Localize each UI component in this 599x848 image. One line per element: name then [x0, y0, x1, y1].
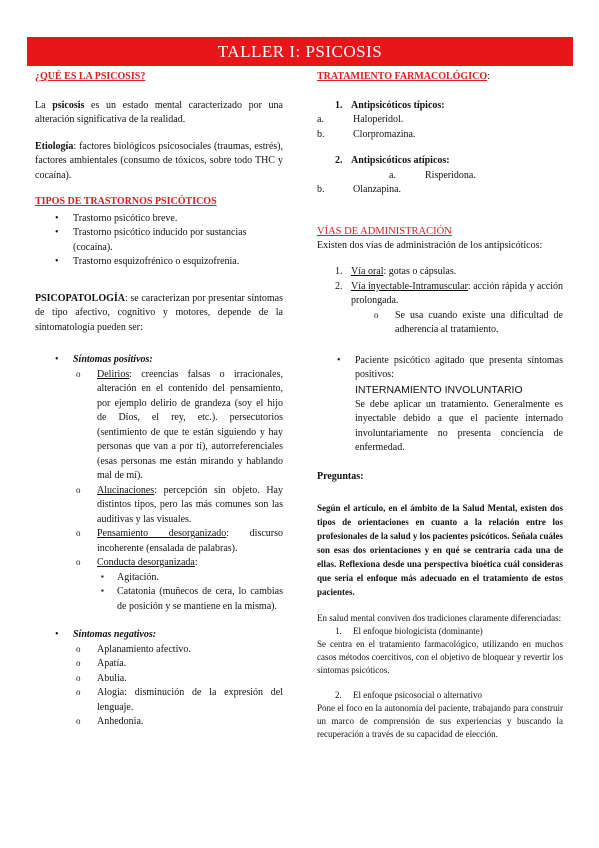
internamiento-text: Se debe aplicar un tratamiento. Generalmente es inyectable debido a que el paciente internado involuntariamente no presenta conciencia de enfermedad.: [355, 398, 563, 454]
pens-text: : discurso incoherente (ensalada de palabras).: [97, 528, 283, 554]
enf1-title-text: El enfoque biologicista (dominante): [353, 626, 483, 637]
item-text: Haloperidol.: [353, 114, 404, 125]
pens-label: Pensamiento desorganizado: [97, 528, 227, 539]
item-text: Clorpromazina.: [353, 128, 416, 140]
enf1-num: 1.: [335, 626, 342, 637]
list-item: o Anhedonia.: [73, 715, 283, 730]
heading-que-es-psicosis: ¿QUÉ ES LA PSICOSIS?: [35, 71, 146, 82]
paciente-list: [317, 354, 563, 456]
list-item: ▪ Agitación.: [97, 571, 283, 586]
delirios-text: : creencias falsas o irracionales, alteración en el contenido del pensamiento, por ejemplo delirio de grandeza (soy el hijo de Dios, el rey, etc.). persecutorios (sentimiento de que te están siguiendo y hay personas que van a por ti), autorreferenciales (esas personas me están mirando y hablando mal de mí).: [97, 368, 283, 481]
alogia-text: o Alogia: disminución de la expresión del lenguaje.: [97, 687, 283, 713]
via2-label: Vía inyectable-Intramuscular: [351, 280, 468, 292]
tratamiento-title: TRATAMIENTO FARMACOLÓGICO: [317, 71, 488, 82]
right-column: [317, 70, 563, 741]
via2-sublist: [371, 309, 563, 338]
item-marker: a.: [317, 114, 324, 125]
via1-text: : gotas o cápsulas.: [383, 266, 457, 278]
via2-num: 2.: [335, 280, 343, 292]
atipicos-label: Antipsicóticos atípicos:: [351, 155, 450, 166]
via1-num: 1.: [335, 266, 343, 278]
positivos-sublist: [73, 368, 283, 615]
psico-post: : se caracterizan por presentar síntomas de tipo afectivo, cognitivo y motores, depende de la sintomatología pueden ser:: [35, 292, 283, 333]
etio-bold: Etiología: [35, 140, 74, 152]
via-oral: [317, 265, 563, 280]
tipicos-num: 1.: [335, 99, 343, 111]
aluc-label: Alucinaciones: [97, 484, 155, 496]
heading-tratamiento: [317, 70, 563, 85]
negativos-sublist: [73, 643, 283, 730]
via-inyectable: [317, 280, 563, 338]
item-marker: b.: [317, 184, 325, 195]
atipicos-list: [317, 183, 563, 198]
internamiento-heading: INTERNAMIENTO INVOLUNTARIO: [355, 383, 523, 396]
psico-bold: PSICOPATOLOGÍA: [35, 292, 126, 304]
etiologia-paragraph: [35, 140, 283, 184]
positivos-label: Síntomas positivos:: [73, 354, 153, 365]
tipicos-label: Antipsicóticos típicos:: [351, 99, 445, 111]
left-column: [35, 70, 283, 730]
tipicos-heading: [317, 99, 563, 114]
respuesta-intro: En salud mental conviven dos tradiciones claramente diferenciadas:: [317, 613, 562, 623]
list-item: [371, 309, 563, 338]
atipicos-heading: [317, 154, 563, 169]
catatonia-text: ▪ Catatonia (muñecos de cera, lo cambias de posición y se mantiene en la misma).: [117, 586, 283, 612]
list-item: • Trastorno psicótico breve.: [35, 212, 283, 227]
sintomas-list: [35, 353, 283, 730]
list-item: [97, 585, 283, 614]
list-item: [317, 183, 563, 198]
list-item: o Aplanamiento afectivo.: [73, 643, 283, 658]
delirios-label: Delirios: [97, 368, 130, 380]
list-item: [317, 113, 563, 128]
enf2-title-text: El enfoque psicosocial o alternativo: [353, 690, 482, 701]
list-item-negativos: [35, 628, 283, 730]
enfoque1-text: Se centra en el tratamiento farmacológico, utilizando en muchos casos métodos coercitivos, con el objetivo de bloquear y revertir los síntomas psicóticos.: [317, 639, 563, 676]
heading-tipos-trastornos: TIPOS DE TRASTORNOS PSICÓTICOS: [35, 196, 217, 207]
item-marker: a.: [389, 169, 396, 181]
tratamiento-colon: :: [487, 71, 490, 82]
psicosis-definition: [35, 99, 283, 128]
list-item: [73, 368, 283, 484]
psicopatologia-paragraph: [35, 292, 283, 336]
list-item: [73, 527, 283, 556]
def-pre: La: [35, 99, 53, 111]
enfoque2-text: Pone el foco en la autonomía del paciente, trabajando para construir un marco de comprensión de sus experiencias y buscando la recuperación a través de su capacidad de elección.: [317, 703, 563, 740]
via2-sub-text: o Se usa cuando existe una dificultad de adherencia al tratamiento.: [395, 309, 563, 336]
enfoque2-title: [317, 689, 563, 702]
cond-label: Conducta desorganizada: [97, 557, 195, 568]
list-item: [317, 354, 563, 456]
item-text: Risperidona.: [425, 169, 476, 181]
item-text: Olanzapina.: [353, 184, 402, 195]
negativos-label: Síntomas negativos:: [73, 629, 157, 640]
vias-intro: Existen dos vías de administración de los antipsicóticos:: [317, 239, 543, 251]
list-item-positivos: [35, 353, 283, 614]
tipos-list: [35, 212, 283, 270]
list-item: o Abulia.: [73, 672, 283, 687]
atipicos-num: 2.: [335, 155, 343, 166]
via1-label: Vía oral: [351, 266, 384, 278]
pregunta-text: Según el artículo, en el ámbito de la Salud Mental, existen dos tipos de orientaciones en cuanto a la relación entre los profesionales de la salud y los pacientes psicóticos. Señala cuáles son esas dos orientaciones y en qué se centraría cada una de ellas. Reflexiona desde una perspectiva bioética cuál consideras que sería el enfoque más adecuado en el tratamiento de estos pacientes.: [317, 503, 563, 598]
list-item: [317, 128, 563, 143]
preguntas-heading: Preguntas:: [317, 470, 364, 482]
conducta-sublist: [97, 571, 283, 615]
def-post: es un estado mental caracterizado por una alteración significativa de la realidad.: [35, 99, 283, 125]
etio-post: : factores biológicos psicosociales (traumas, estrés), factores ambientales (consumo de tóxicos, sobre todo THC y cocaína).: [35, 140, 283, 181]
list-item: • Trastorno esquizofrénico o esquizofrenia.: [35, 255, 283, 270]
via2-text: : acción rápida y acción prolongada.: [351, 280, 563, 307]
heading-vias: VÍAS DE ADMINISTRACIÓN: [317, 225, 452, 237]
list-item: o Apatía.: [73, 657, 283, 672]
list-item: [73, 484, 283, 528]
enf2-num: 2.: [335, 690, 342, 701]
tipicos-list: [317, 113, 563, 142]
cond-text: :: [194, 557, 198, 568]
enfoque1-title: [317, 625, 563, 638]
item-marker: b.: [317, 128, 325, 140]
list-item: [317, 169, 563, 184]
def-bold: psicosis: [52, 99, 85, 111]
list-item: [73, 686, 283, 715]
list-item: • Trastorno psicótico inducido por sustancias (cocaína).: [35, 226, 283, 255]
list-item: [73, 556, 283, 614]
page-title-banner: TALLER I: PSICOSIS: [27, 37, 573, 66]
paciente-text: • Paciente psicótico agitado que presenta síntomas positivos:: [355, 354, 563, 381]
aluc-text: : percepción sin objeto. Hay distintos tipos, pero las más comunes son las auditivas y las visuales.: [97, 484, 283, 525]
